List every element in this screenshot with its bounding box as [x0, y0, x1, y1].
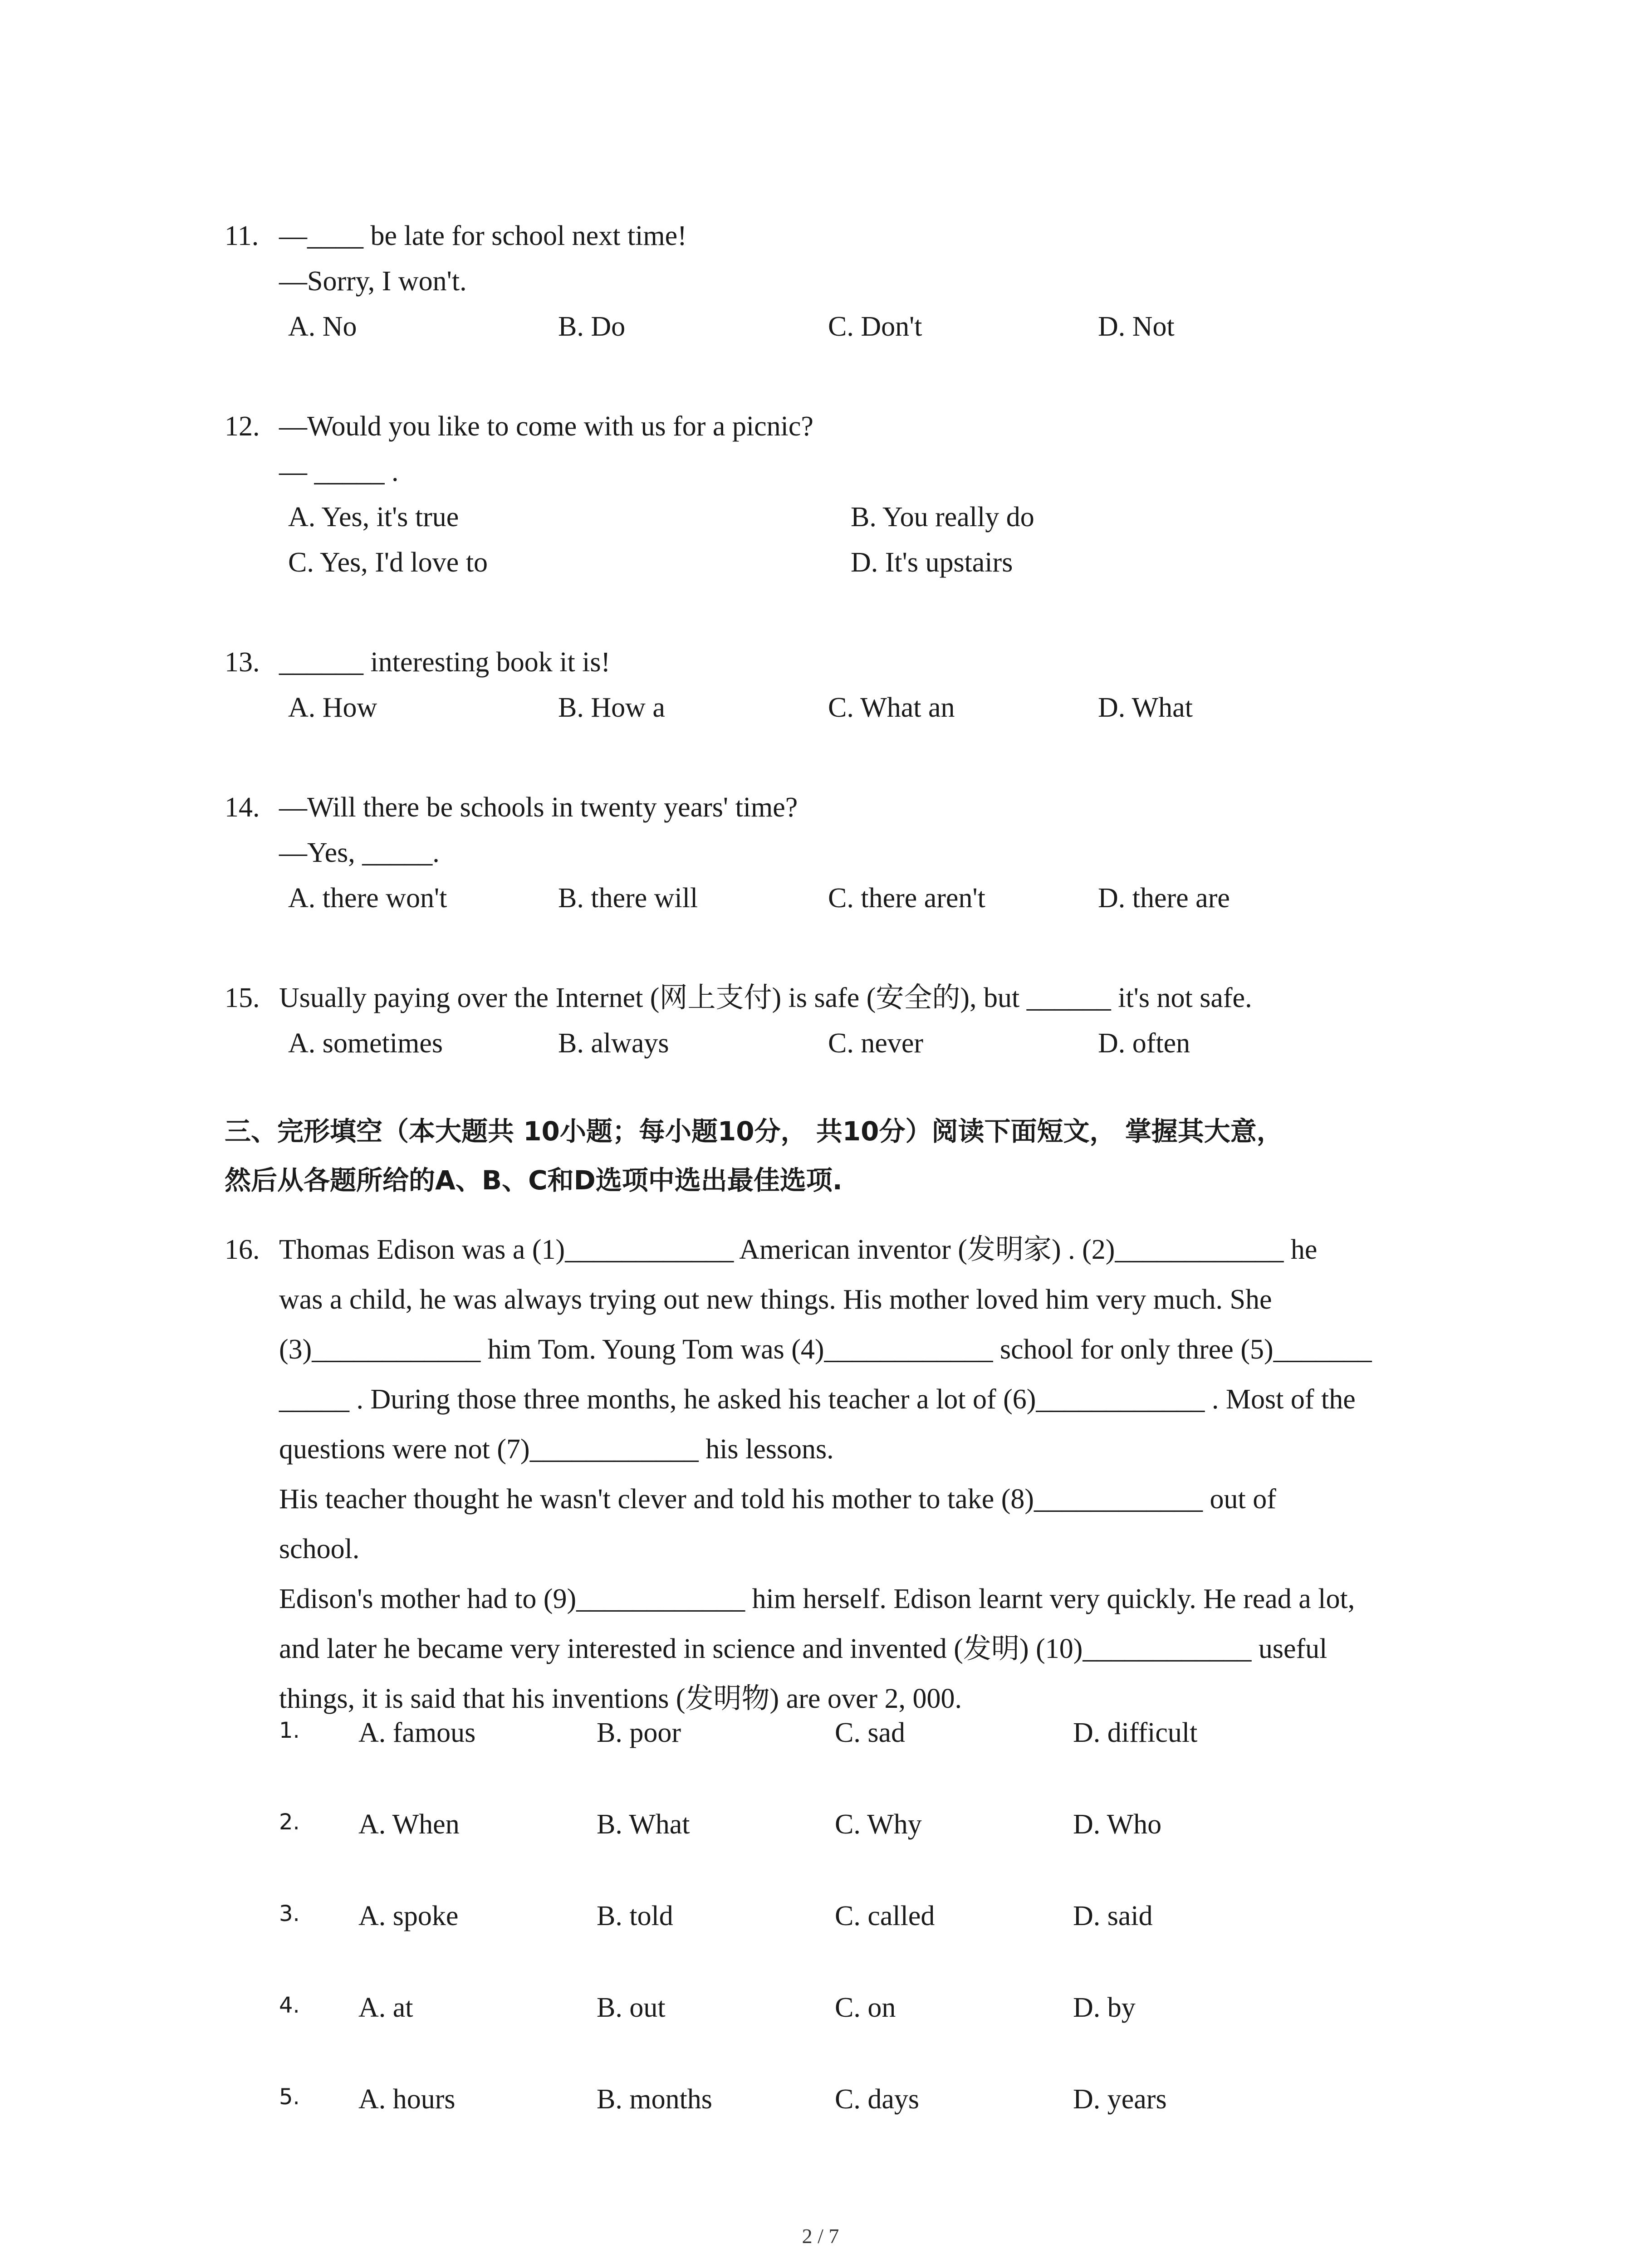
option-b[interactable]: B. told — [597, 1901, 673, 1931]
question-13 — [225, 640, 1459, 730]
option-b[interactable]: B. there will — [558, 883, 698, 914]
option-b[interactable]: B. How a — [558, 692, 665, 723]
question-line: —____ be late for school next time! — [279, 220, 687, 251]
question-line: —Yes, _____. — [279, 837, 440, 868]
options-row — [279, 1985, 1459, 2030]
section-title-line: 然后从各题所给的A、B、C和D选项中选出最佳选项. — [225, 1165, 843, 1196]
options-row — [279, 1710, 1459, 1755]
section-title-line: 三、完形填空（本大题共 10小题；每小题10分， 共10分）阅读下面短文， 掌握其大意， — [225, 1116, 1283, 1147]
subquestion-number: 2. — [279, 1809, 300, 1835]
question-number: 13. — [225, 647, 260, 678]
option-c[interactable]: C. Why — [835, 1809, 922, 1840]
options-row — [279, 1893, 1459, 1939]
subquestion-number: 1. — [279, 1718, 300, 1743]
passage-line: questions were not (7)____________ his lessons. — [279, 1434, 834, 1465]
option-c[interactable]: C. days — [835, 2084, 919, 2115]
section-title — [225, 1107, 1450, 1205]
option-b[interactable]: B. Do — [558, 311, 626, 342]
option-c[interactable]: C. never — [828, 1028, 924, 1059]
question-15 — [225, 975, 1459, 1066]
subquestion-5 — [279, 2077, 1459, 2122]
options-row — [288, 875, 1459, 921]
option-a[interactable]: A. at — [358, 1992, 413, 2023]
option-a[interactable]: A. No — [288, 311, 357, 342]
subquestion-2 — [279, 1802, 1459, 1847]
passage-line: (3)____________ him Tom. Young Tom was (4)____________ school for only three (5)_______ — [279, 1334, 1372, 1365]
options-row — [288, 304, 1459, 349]
subquestion-4 — [279, 1985, 1459, 2030]
question-11 — [225, 213, 1459, 349]
subquestion-1 — [279, 1710, 1459, 1755]
passage-line: was a child, he was always trying out new things. His mother loved him very much. She — [279, 1284, 1272, 1315]
options-row — [288, 1021, 1459, 1066]
options-row — [288, 685, 1459, 730]
subquestion-number: 5. — [279, 2084, 300, 2110]
passage-line: His teacher thought he wasn't clever and told his mother to take (8)____________ out of — [279, 1484, 1276, 1515]
question-line: Usually paying over the Internet (网上支付) is safe (安全的), but ______ it's not safe. — [279, 982, 1252, 1013]
option-a[interactable]: A. there won't — [288, 883, 447, 914]
option-d[interactable]: D. there are — [1098, 883, 1230, 914]
options-row — [279, 1802, 1459, 1847]
option-d[interactable]: D. years — [1073, 2084, 1167, 2115]
question-12 — [225, 404, 1459, 585]
option-c[interactable]: C. there aren't — [828, 883, 985, 914]
option-d[interactable]: D. It's upstairs — [851, 547, 1013, 578]
option-d[interactable]: D. difficult — [1073, 1717, 1198, 1748]
question-line: —Sorry, I won't. — [279, 266, 467, 297]
question-number: 12. — [225, 411, 260, 442]
option-b[interactable]: B. out — [597, 1992, 666, 2023]
options-row — [288, 494, 1459, 540]
cloze-passage — [225, 1225, 1459, 1724]
option-c[interactable]: C. What an — [828, 692, 955, 723]
passage-line: things, it is said that his inventions (发明物) are over 2, 000. — [279, 1683, 962, 1714]
option-b[interactable]: B. poor — [597, 1717, 681, 1748]
option-a[interactable]: A. hours — [358, 2084, 456, 2115]
passage-line: school. — [279, 1534, 360, 1564]
passage-line: Edison's mother had to (9)____________ him herself. Edison learnt very quickly. He read a lot, — [279, 1584, 1355, 1614]
question-14 — [225, 785, 1459, 921]
question-number: 11. — [225, 220, 259, 251]
question-number: 16. — [225, 1234, 260, 1265]
option-c[interactable]: C. Yes, I'd love to — [288, 547, 488, 578]
question-line: —Would you like to come with us for a picnic? — [279, 411, 813, 442]
question-line: —Will there be schools in twenty years' time? — [279, 792, 798, 823]
option-b[interactable]: B. months — [597, 2084, 712, 2115]
option-d[interactable]: D. said — [1073, 1901, 1153, 1931]
option-b[interactable]: B. What — [597, 1809, 690, 1840]
option-d[interactable]: D. Who — [1073, 1809, 1162, 1840]
subquestion-number: 4. — [279, 1993, 300, 2018]
option-d[interactable]: D. often — [1098, 1028, 1190, 1059]
option-d[interactable]: D. Not — [1098, 311, 1175, 342]
question-line: — _____ . — [279, 456, 399, 487]
option-d[interactable]: D. by — [1073, 1992, 1136, 2023]
option-b[interactable]: B. always — [558, 1028, 669, 1059]
option-b[interactable]: B. You really do — [851, 502, 1034, 533]
option-c[interactable]: C. called — [835, 1901, 935, 1931]
page-number: 2 / 7 — [802, 2224, 839, 2248]
option-a[interactable]: A. Yes, it's true — [288, 502, 459, 533]
option-c[interactable]: C. on — [835, 1992, 896, 2023]
option-a[interactable]: A. spoke — [358, 1901, 459, 1931]
question-line: ______ interesting book it is! — [279, 647, 611, 678]
passage-line: and later he became very interested in science and invented (发明) (10)____________ useful — [279, 1633, 1327, 1664]
option-a[interactable]: A. When — [358, 1809, 460, 1840]
option-a[interactable]: A. famous — [358, 1717, 476, 1748]
question-number: 14. — [225, 792, 260, 823]
passage-line: _____ . During those three months, he asked his teacher a lot of (6)____________ . Most of the — [279, 1384, 1356, 1415]
subquestion-number: 3. — [279, 1901, 300, 1926]
options-row — [288, 540, 1459, 585]
options-row — [279, 2077, 1459, 2122]
option-d[interactable]: D. What — [1098, 692, 1193, 723]
option-c[interactable]: C. sad — [835, 1717, 905, 1748]
option-c[interactable]: C. Don't — [828, 311, 922, 342]
option-a[interactable]: A. How — [288, 692, 377, 723]
question-number: 15. — [225, 982, 260, 1013]
option-a[interactable]: A. sometimes — [288, 1028, 443, 1059]
subquestion-3 — [279, 1893, 1459, 1939]
passage-line: Thomas Edison was a (1)____________ American inventor (发明家) . (2)____________ he — [279, 1234, 1318, 1265]
